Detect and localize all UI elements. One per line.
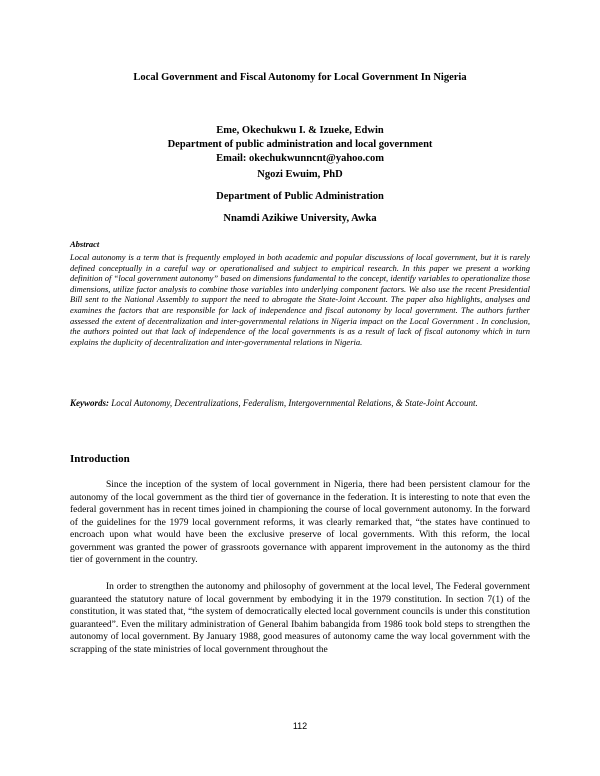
abstract-text: Local autonomy is a term that is frequently employed in both academic and popular discussions of local government, but it is rarely defined conceptually in a careful way or operationalised and subject to empirical research. In this paper we present a working definition of “local government autonomy” based on dimensions fundamental to the concept, identify variables to operationalize those dimensions, utilize factor analysis to combine those variables into underlying component factors. We also use the recent Presidential Bill sent to the National Assembly to support the need to abrogate the State-Joint Account. The paper also highlights, analyses and examines the factors that are responsible for lack of independence and fiscal autonomy by local government. The authors further assessed the extent of decentralization and inter-governmental relations in Nigeria impact on the Local Government . In conclusion, the authors pointed out that lack of independence of the local governments is as a result of lack of fiscal autonomy which in turn explains the duplicity of decentralization and inter-governmental relations in Nigeria.: [70, 252, 530, 347]
author-email: Email: okechukwunncnt@yahoo.com: [216, 153, 384, 164]
author-names: Eme, Okechukwu I. & Izueke, Edwin: [216, 125, 384, 136]
keywords: [70, 398, 530, 410]
body-paragraph-1: Since the inception of the system of local government in Nigeria, there had been persistent clamour for the autonomy of the local government as the third tier of governance in the federation. It is interesting to note that even the federal government has in recent times joined in championing the course of local government autonomy. In the forward of the guidelines for the 1979 local government reforms, it was clearly remarked that, “the states have continued to encroach upon what would have been the exclusive preserve of local governments. With this reform, the local government was granted the power of grassroots governance with apparent improvement in the autonomy as the third tier of government in the country.: [70, 480, 530, 565]
author-block-1: [70, 124, 530, 166]
keywords-text: Local Autonomy, Decentralizations, Federalism, Intergovernmental Relations, & State-Joint Account.: [111, 398, 478, 408]
author-department: Department of public administration and local government: [167, 139, 433, 150]
abstract-heading: Abstract: [70, 239, 100, 249]
author-name-2: Ngozi Ewuim, PhD: [257, 169, 343, 180]
paper-title: Local Government and Fiscal Autonomy for Local Government In Nigeria: [133, 72, 467, 83]
author-institution: Nnamdi Azikiwe University, Awka: [223, 213, 377, 224]
author-department-2: Department of Public Administration: [216, 191, 384, 202]
author-block-2: [70, 164, 530, 230]
keywords-label: Keywords:: [70, 398, 109, 408]
section-heading-introduction: Introduction: [70, 453, 130, 465]
body-paragraph-2: In order to strengthen the autonomy and philosophy of government at the local level, The Federal government guaranteed the statutory nature of local government by embodying it in the 1979 constitution. In section 7(1) of the constitution, it was stated that, “the system of democratically elected local government councils is under this constitution guaranteed”. Even the military administration of General Ibahim babangida from 1986 took bold steps to strengthen the autonomy of local government. By January 1988, good measures of autonomy came the way local government with the scrapping of the state ministries of local government throughout the: [70, 582, 530, 655]
page-number: 112: [292, 721, 308, 731]
